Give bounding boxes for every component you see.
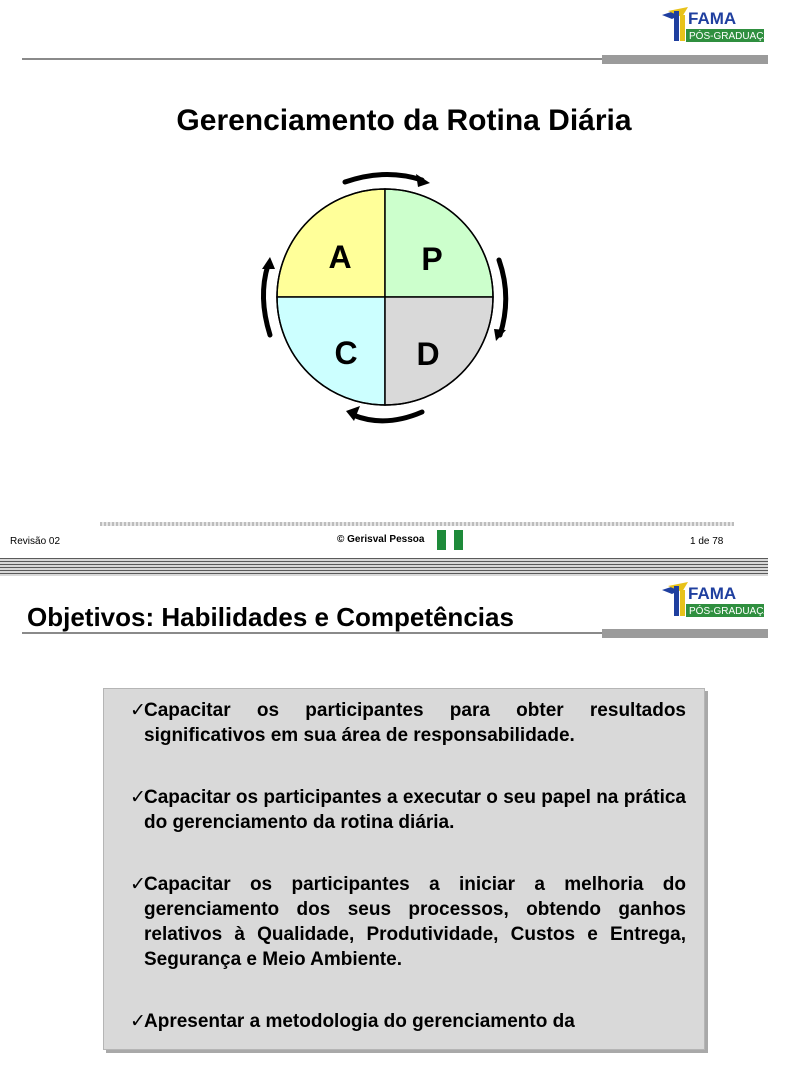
- author-label: © Gerisval Pessoa: [337, 534, 425, 545]
- slide-divider: [0, 558, 768, 576]
- slide-title: Gerenciamento da Rotina Diária: [176, 104, 632, 137]
- logo-brand: FAMA: [688, 584, 737, 603]
- objectives-list: [130, 698, 686, 1071]
- flag-icon: [437, 530, 463, 550]
- cycle-arrowhead-left: [262, 257, 275, 269]
- pdca-quadrant-c: [277, 297, 385, 405]
- checkmark-icon: ✓: [130, 700, 146, 721]
- footer-rule: [100, 522, 734, 526]
- cycle-arrow-top: [345, 174, 422, 182]
- logo-subtitle: PÓS-GRADUAÇÃO: [689, 31, 778, 42]
- page-number: 1 de 78: [690, 536, 724, 547]
- pdca-letter-d: D: [416, 336, 440, 372]
- list-item: [130, 872, 686, 972]
- pdca-letter-p: P: [421, 241, 443, 277]
- cycle-arrow-bottom: [353, 412, 422, 421]
- checkmark-icon: ✓: [130, 1011, 146, 1032]
- logo-subtitle: PÓS-GRADUAÇÃO: [689, 606, 778, 617]
- fama-logo: [658, 580, 778, 622]
- pdca-cycle-diagram: [250, 165, 520, 435]
- list-item: [130, 785, 686, 835]
- header-rule-thick: [602, 55, 768, 64]
- list-item-text: Capacitar os participantes a iniciar a melhoria do gerenciamento dos seus processos, obtendo ganhos relativos à Qualidade, Produtividade, Custos e Entrega, Segurança e Meio Ambiente.: [144, 874, 686, 970]
- logo-brand: FAMA: [688, 9, 737, 28]
- pdca-letter-c: C: [334, 335, 358, 371]
- checkmark-icon: ✓: [130, 874, 146, 895]
- list-item-text: Capacitar os participantes a executar o seu papel na prática do gerenciamento da rotina diária.: [144, 787, 686, 833]
- fama-logo: [658, 5, 778, 47]
- header-rule: [22, 58, 602, 60]
- list-item-text: Apresentar a metodologia do gerenciamento da: [144, 1011, 575, 1032]
- cycle-arrowhead-right: [494, 329, 506, 341]
- list-item-text: Capacitar os participantes para obter resultados significativos em sua área de responsabilidade.: [144, 700, 686, 746]
- cycle-arrow-left: [263, 265, 270, 335]
- header-rule: [22, 632, 602, 634]
- cycle-arrowhead-top: [416, 174, 430, 187]
- header-rule-thick: [602, 629, 768, 638]
- list-item: [130, 1009, 686, 1034]
- cycle-arrow-right: [499, 260, 506, 335]
- list-item: [130, 698, 686, 748]
- checkmark-icon: ✓: [130, 787, 146, 808]
- pdca-letter-a: A: [328, 239, 352, 275]
- slide-title: Objetivos: Habilidades e Competências: [27, 602, 514, 632]
- revision-label: Revisão 02: [10, 536, 61, 547]
